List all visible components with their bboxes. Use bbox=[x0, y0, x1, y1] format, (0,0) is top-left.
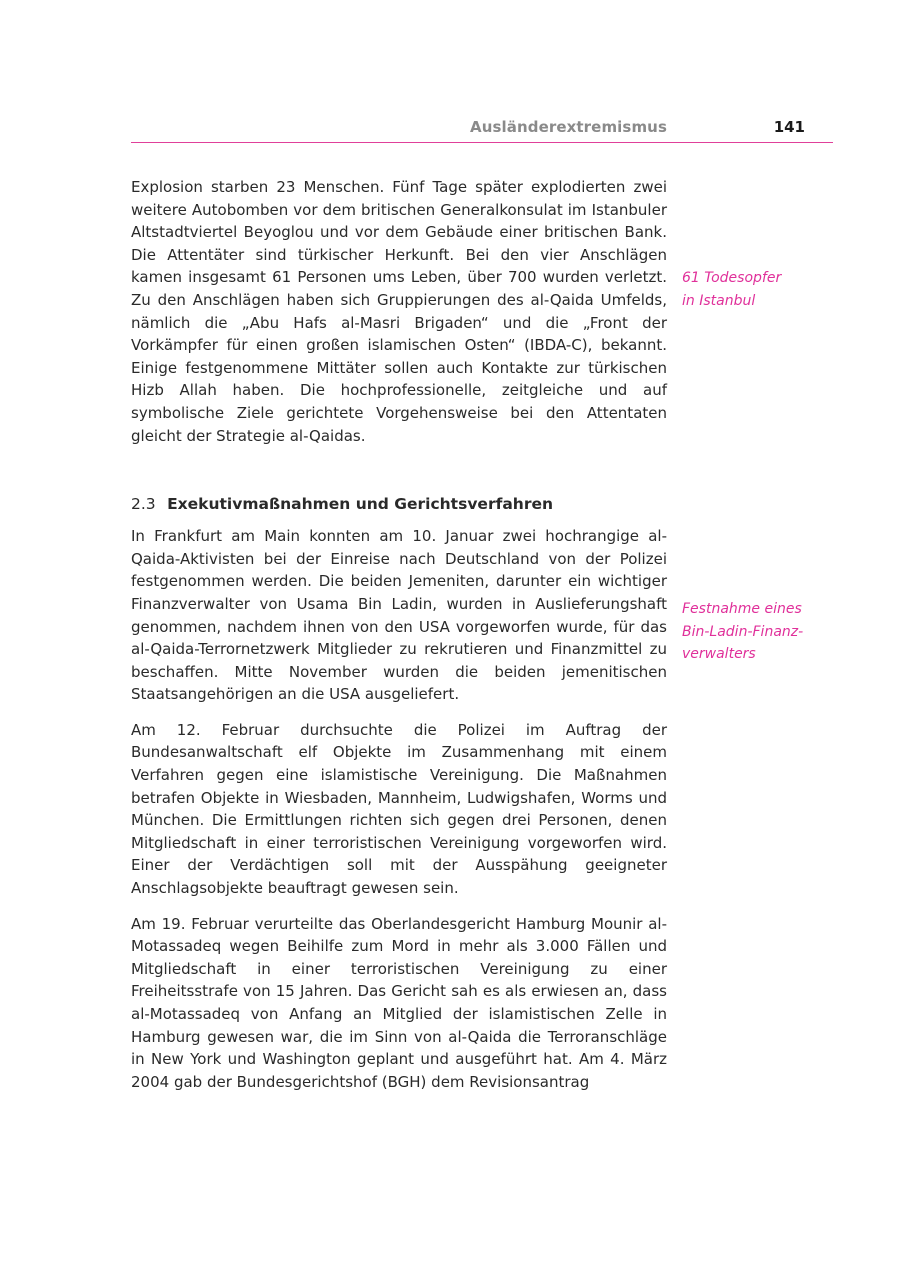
margin-note-line: verwalters bbox=[682, 646, 756, 663]
margin-note-line: in Istanbul bbox=[682, 292, 756, 309]
section-heading bbox=[131, 493, 667, 515]
section-title: Exekutivmaßnahmen und Gerichtsverfahren bbox=[167, 495, 554, 514]
margin-note-line: Festnahme eines bbox=[682, 601, 802, 617]
paragraph-istanbul-attacks: Explosion starben 23 Menschen. Fünf Tage später explodierten zwei weitere Autobomben vor dem britischen Generalkonsulat im Istanbuler Altstadtviertel Beyoglou und vor dem Gebäude einer britischen Bank. Die Attentäter sind türkischer Herkunft. Bei den vier Anschlägen kamen insgesamt 61 Personen ums Leben, über 700 wurden verletzt. Zu den Anschlägen haben sich Gruppierungen des al-Qaida Umfelds, nämlich die „Abu Hafs al-Masri Brigaden“ und die „Front der Vorkämpfer für einen großen islamischen Osten“ (IBDA-C), bekannt. Einige festgenommene Mittäter sollen auch Kontakte zur türkischen Hizb Allah haben. Die hochprofessionelle, zeitgleiche und auf symbolische Ziele gerichtete Vorgehensweise bei den Attentaten gleicht der Strategie al-Qaidas. bbox=[131, 178, 667, 445]
section-number: 2.3 bbox=[131, 495, 156, 514]
page-header bbox=[131, 116, 833, 143]
paragraph-february-searches: Am 12. Februar durchsuchte die Polizei im Auftrag der Bundesanwaltschaft elf Objekte im Zusammenhang mit einem Verfahren gegen eine islamistische Vereinigung. Die Maßnahmen betrafen Objekte in Wiesbaden, Mannheim, Ludwigshafen, Worms und München. Die Ermittlungen richten sich gegen drei Personen, denen Mitgliedschaft in einer terroristischen Vereinigung vorgeworfen wird. Einer der Verdächtigen soll mit der Ausspähung geeigneter Anschlagsobjekte beauftragt gewesen sein. bbox=[131, 720, 667, 898]
page-number: 141 bbox=[773, 118, 805, 136]
margin-note-financier-arrest bbox=[682, 598, 832, 666]
margin-note-line: Bin-Ladin-Finanz- bbox=[682, 623, 804, 640]
paragraph-motassadeq-verdict: Am 19. Februar verurteilte das Oberlandesgericht Hamburg Mounir al-Motassadeq wegen Beihilfe zum Mord in mehr als 3.000 Fällen und Mitgliedschaft in einer terroristischen Vereinigung zu einer Freiheitsstrafe von 15 Jahren. Das Gericht sah es als erwiesen an, dass al-Motassadeq von Anfang an Mitglied der islamistischen Zelle in Hamburg gewesen war, die im Sinn von al-Qaida die Terroranschläge in New York und Washington geplant und ausgeführt hat. Am 4. März 2004 gab der Bundesgerichtshof (BGH) dem Revisionsantrag bbox=[131, 914, 667, 1091]
margin-note-istanbul bbox=[682, 267, 832, 312]
main-text-column bbox=[131, 176, 667, 1093]
paragraph-frankfurt-arrest: In Frankfurt am Main konnten am 10. Januar zwei hochrangige al-Qaida-Aktivisten bei der Einreise nach Deutschland von der Polizei festgenommen werden. Die beiden Jemeniten, darunter ein wichtiger Finanzverwalter von Usama Bin Ladin, wurden in Auslieferungshaft genommen, nachdem ihnen von den USA vorgeworfen wurde, für das al-Qaida-Terrornetzwerk Mitglieder zu rekrutieren und Finanzmittel zu beschaffen. Mitte November wurden die beiden jemenitischen Staatsangehörigen an die USA ausgeliefert. bbox=[131, 527, 667, 704]
running-title: Ausländerextremismus bbox=[470, 118, 667, 136]
margin-note-line: 61 Todesopfer bbox=[682, 270, 782, 286]
